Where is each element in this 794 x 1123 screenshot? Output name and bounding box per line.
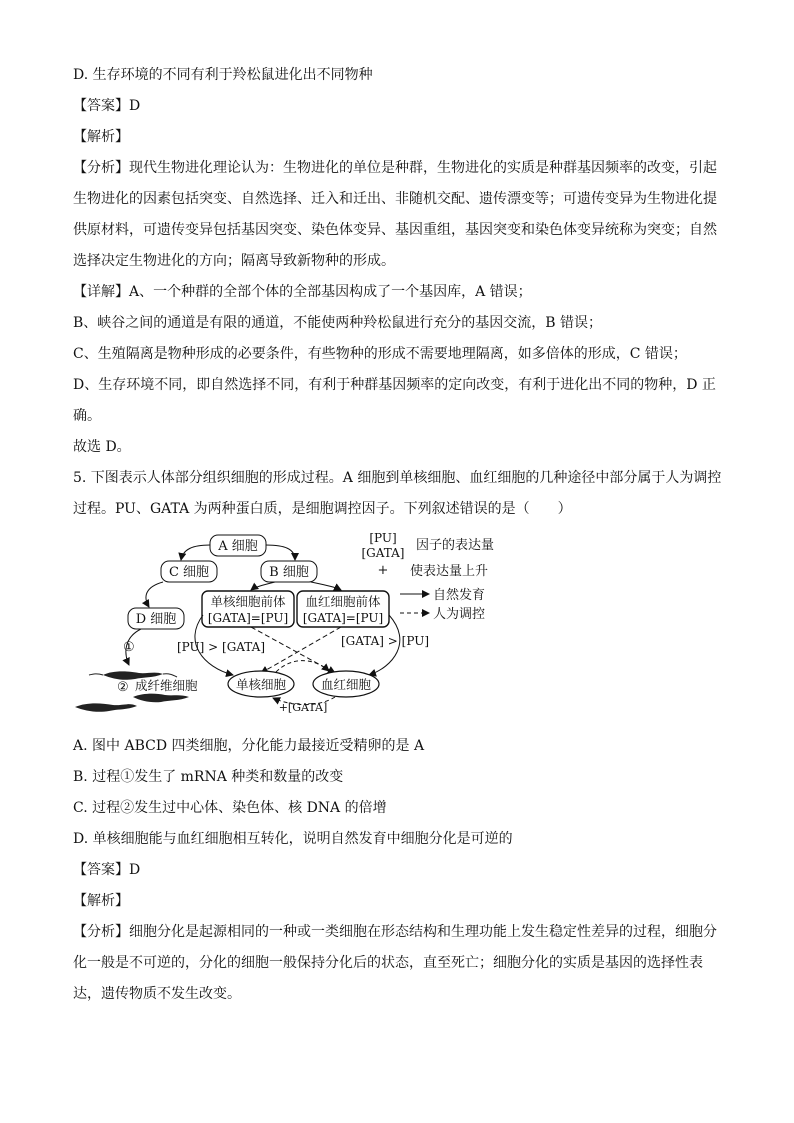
legend-gata: [GATA]: [361, 546, 405, 560]
arrow-b-to-red-precursor: [311, 582, 341, 590]
top-text: [73, 60, 723, 525]
detail-line: B、峡谷之间的通道是有限的通道，不能使两种羚松鼠进行充分的基因交流，B 错误；: [73, 315, 603, 331]
legend-natural: 自然发育: [433, 588, 486, 603]
cell-d-label: D 细胞: [135, 612, 177, 627]
detail-line: C、生殖隔离是物种形成的必要条件，有些物种的形成不需要地理隔离，如多倍体的形成，C 错误；: [73, 346, 687, 362]
pu-gt-gata-label: [PU] > [GATA]: [177, 640, 265, 654]
red-cell-label: 血红细胞: [320, 677, 372, 692]
cell-differentiation-diagram: [73, 527, 723, 727]
analysis-line: 生物进化的因素包括突变、自然选择、迁入和迁出、非随机交配、遗传漂变等；可遗传变异为生物进化提: [73, 191, 717, 207]
mono-precursor-label: 单核细胞前体: [210, 594, 286, 609]
analysis-line: 选择决定生物进化的方向；隔离导致新物种的形成。: [73, 253, 395, 269]
red-precursor-label: 血红细胞前体: [305, 594, 381, 609]
question-5-stem: 过程。PU、GATA 为两种蛋白质，是细胞调控因子。下列叙述错误的是（ ）: [73, 501, 572, 517]
legend-factor: 因子的表达量: [416, 538, 495, 553]
fibroblast-label: 成纤维细胞: [135, 678, 198, 693]
answer-label: 【答案】D: [73, 862, 141, 878]
analysis-line: 【分析】现代生物进化理论认为：生物进化的单位是种群，生物进化的实质是种群基因频率的改变，引起: [73, 160, 717, 176]
option-a: A. 图中 ABCD 四类细胞，分化能力最接近受精卵的是 A: [73, 738, 425, 754]
legend-plus: +: [377, 563, 389, 578]
choice-line: 故选 D。: [73, 439, 131, 455]
analysis-line: 供原材料，可遗传变异包括基因突变、染色体变异、基因重组，基因突变和染色体变异统称为突变；自然: [73, 222, 717, 238]
analysis-line: 【分析】细胞分化是起源相同的一种或一类细胞在形态结构和生理功能上发生稳定性差异的过程，细胞分: [73, 924, 717, 940]
cell-a-label: A 细胞: [218, 539, 258, 554]
cell-c-label: C 细胞: [168, 565, 210, 580]
analysis-label: 【解析】: [73, 893, 129, 909]
legend-pu: [PU]: [369, 531, 397, 545]
arrow-mono-to-red-dashed: [276, 661, 329, 672]
answer-label: 【答案】D: [73, 98, 141, 114]
diagram-svg: [73, 527, 723, 727]
option-b: B. 过程①发生了 mRNA 种类和数量的改变: [73, 769, 344, 785]
cell-b-label: B 细胞: [269, 565, 309, 580]
arrow-a-to-b: [266, 545, 295, 560]
option-c: C. 过程②发生过中心体、染色体、核 DNA 的倍增: [73, 800, 387, 816]
detail-line: D、生存环境不同，即自然选择不同，有利于种群基因频率的定向改变，有利于进化出不同的物种，D 正: [73, 377, 716, 393]
step-1-label: ①: [123, 640, 135, 655]
arrow-b-to-mono-precursor: [251, 582, 275, 590]
arrow-a-to-c: [181, 545, 210, 560]
option-d-line: D. 生存环境的不同有利于羚松鼠进化出不同物种: [73, 67, 373, 83]
arrow-c-to-d: [146, 582, 163, 607]
red-precursor-eq: [GATA]=[PU]: [302, 611, 384, 625]
analysis-line: 化一般是不可逆的，分化的细胞一般保持分化后的状态，直至死亡；细胞分化的实质是基因的选择性表: [73, 955, 703, 971]
step-2-label: ②: [117, 680, 129, 695]
option-d: D. 单核细胞能与血红细胞相互转化，说明自然发育中细胞分化是可逆的: [73, 831, 513, 847]
bottom-text: [73, 731, 723, 1010]
gata-gt-pu-label: [GATA] > [PU]: [341, 634, 429, 648]
exam-page: [73, 60, 723, 1010]
legend-increase: 使表达量上升: [410, 564, 489, 579]
question-5-stem: 5. 下图表示人体部分组织细胞的形成过程。A 细胞到单核细胞、血红细胞的几种途径中部分属于人为调控: [73, 470, 722, 486]
analysis-line: 达，遗传物质不发生改变。: [73, 986, 241, 1002]
detail-line: 【详解】A、一个种群的全部个体的全部基因构成了一个基因库，A 错误；: [73, 284, 532, 300]
mono-cell-label: 单核细胞: [235, 677, 287, 692]
arrow-red-precursor-to-mono-dashed: [261, 627, 341, 673]
detail-line: 确。: [73, 408, 101, 424]
legend-artificial: 人为调控: [433, 607, 486, 622]
mono-precursor-eq: [GATA]=[PU]: [207, 611, 289, 625]
plus-gata-label: +[GATA]: [278, 701, 328, 714]
analysis-label: 【解析】: [73, 129, 129, 145]
